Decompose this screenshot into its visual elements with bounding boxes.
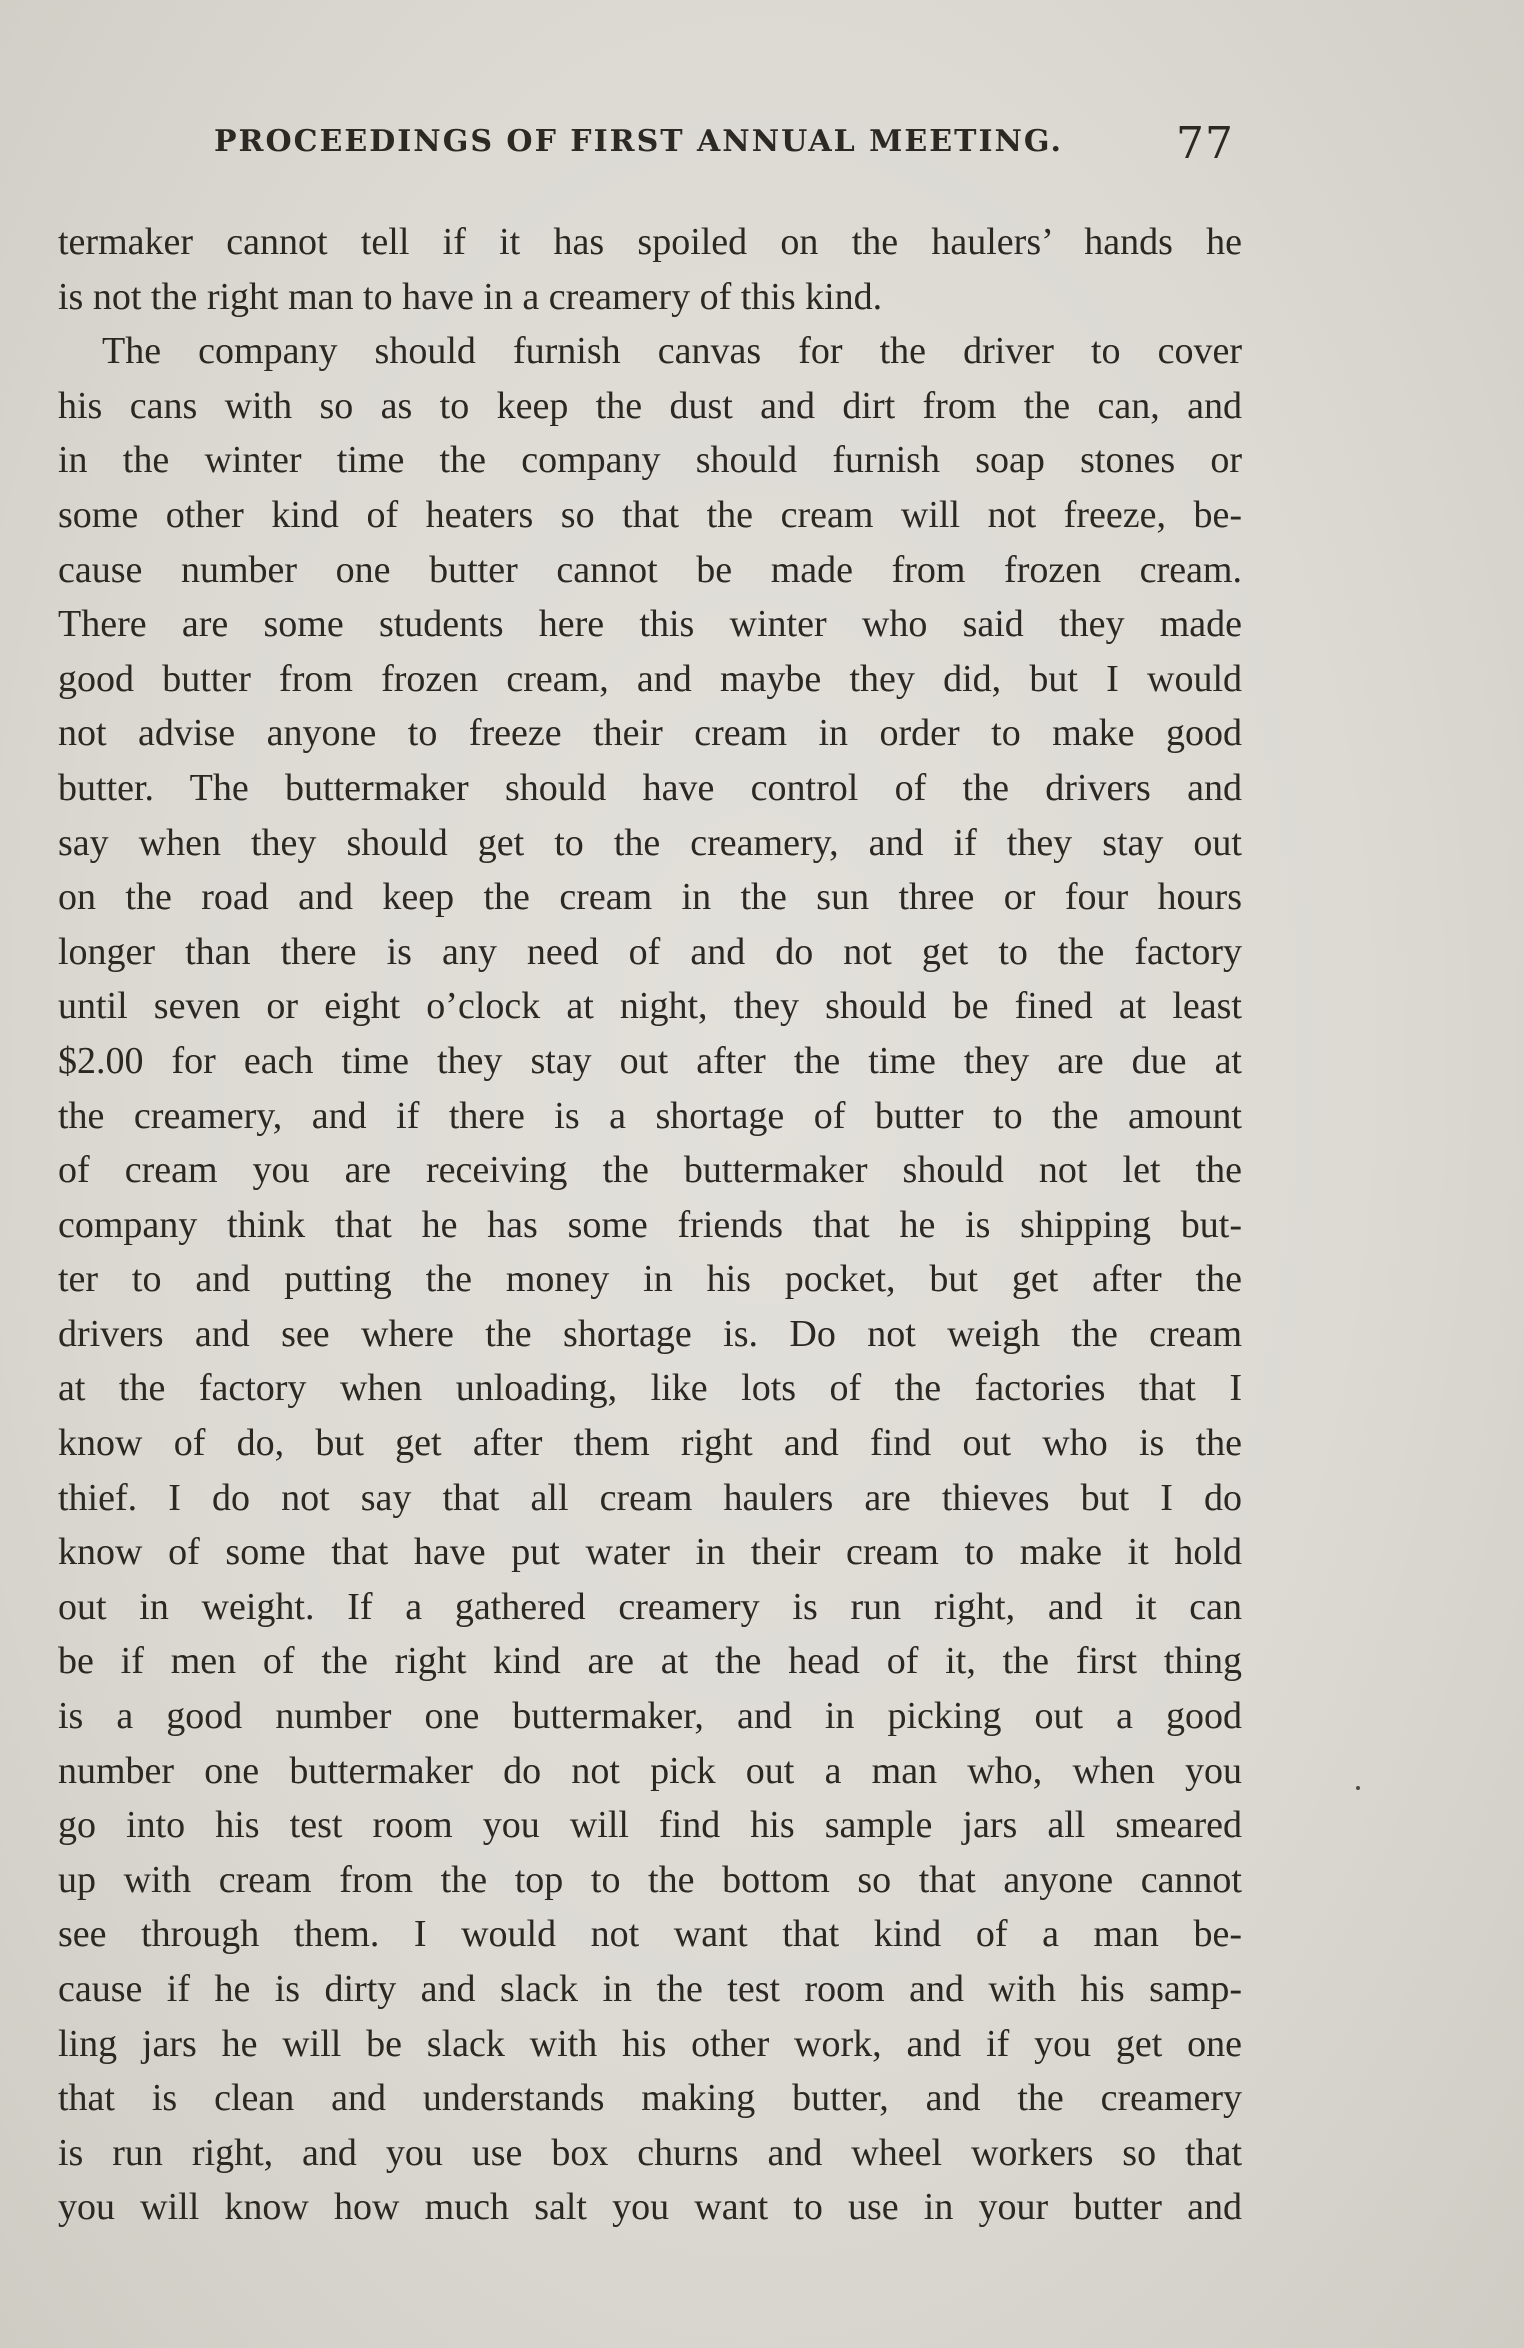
text-line: ter to and putting the money in his pocket, but get after the	[58, 1258, 1242, 1301]
text-line: know of do, but get after them right and find out who is the	[58, 1422, 1242, 1465]
text-line: good butter from frozen cream, and maybe they did, but I would	[58, 657, 1242, 700]
text-line: out in weight. If a gathered creamery is run right, and it can	[58, 1585, 1242, 1628]
text-line: be if men of the right kind are at the head of it, the first thing	[58, 1640, 1242, 1683]
text-line: butter. The buttermaker should have control of the drivers and	[58, 766, 1242, 809]
body-text	[58, 215, 1242, 2235]
text-line: up with cream from the top to the bottom so that anyone cannot	[58, 1858, 1242, 1901]
text-line: know of some that have put water in their cream to make it hold	[58, 1531, 1242, 1574]
print-speck	[1356, 1786, 1360, 1790]
text-line: thief. I do not say that all cream haulers are thieves but I do	[58, 1476, 1242, 1519]
paragraph-first-line: The company should furnish canvas for the driver to cover	[102, 330, 1242, 373]
text-line: you will know how much salt you want to use in your butter and	[58, 2186, 1242, 2229]
text-line: termaker cannot tell if it has spoiled on the haulers’ hands he	[58, 221, 1242, 263]
text-line: longer than there is any need of and do not get to the factory	[58, 930, 1242, 973]
text-line: that is clean and understands making butter, and the creamery	[58, 2077, 1242, 2120]
text-line: ling jars he will be slack with his other work, and if you get one	[58, 2022, 1242, 2065]
text-line: is a good number one buttermaker, and in picking out a good	[58, 1695, 1242, 1738]
text-line: the creamery, and if there is a shortage of butter to the amount	[58, 1094, 1242, 1137]
text-line: his cans with so as to keep the dust and dirt from the can, and	[58, 384, 1242, 427]
text-line: company think that he has some friends that he is shipping but-	[58, 1203, 1242, 1246]
text-line: There are some students here this winter who said they made	[58, 603, 1242, 646]
text-line: until seven or eight o’clock at night, they should be fined at least	[58, 985, 1242, 1028]
text-line: of cream you are receiving the buttermaker should not let the	[58, 1149, 1242, 1192]
text-line: number one buttermaker do not pick out a man who, when you	[58, 1749, 1242, 1792]
text-line: drivers and see where the shortage is. Do not weigh the cream	[58, 1312, 1242, 1355]
text-line: cause if he is dirty and slack in the test room and with his samp-	[58, 1968, 1242, 2010]
text-line: not advise anyone to freeze their cream in order to make good	[58, 712, 1242, 755]
text-line: $2.00 for each time they stay out after the time they are due at	[58, 1039, 1242, 1082]
text-line: is run right, and you use box churns and wheel workers so that	[58, 2131, 1242, 2174]
text-line: see through them. I would not want that kind of a man be-	[58, 1913, 1242, 1956]
text-line: at the factory when unloading, like lots of the factories that I	[58, 1367, 1242, 1410]
text-line: cause number one butter cannot be made from frozen cream.	[58, 548, 1242, 591]
text-line: is not the right man to have in a creamery of this kind.	[58, 275, 883, 318]
text-line: on the road and keep the cream in the sun three or four hours	[58, 876, 1242, 919]
running-head	[214, 118, 1234, 178]
text-line: some other kind of heaters so that the cream will not freeze, be-	[58, 493, 1242, 536]
text-line: in the winter time the company should furnish soap stones or	[58, 439, 1242, 482]
page-number: 77	[1176, 118, 1234, 169]
running-title: PROCEEDINGS OF FIRST ANNUAL MEETING.	[214, 124, 1063, 159]
text-line: go into his test room you will find his sample jars all smeared	[58, 1804, 1242, 1847]
text-line: say when they should get to the creamery, and if they stay out	[58, 821, 1242, 864]
